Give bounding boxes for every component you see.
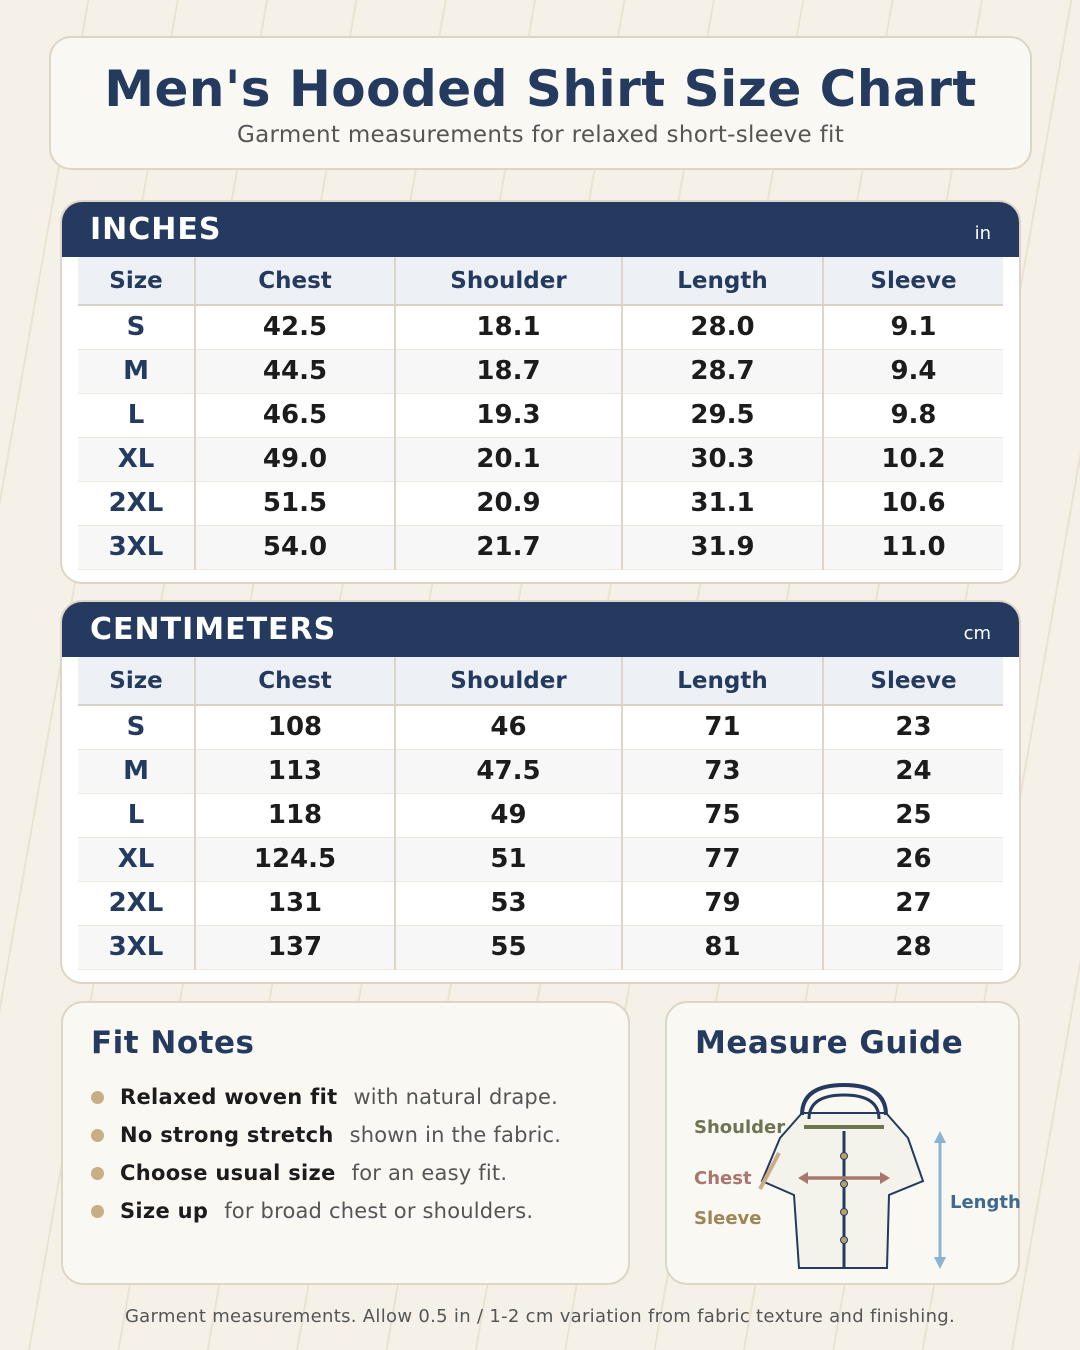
table-row xyxy=(78,525,1003,569)
length-cell: 75 xyxy=(622,793,823,837)
size-cell: XL xyxy=(78,437,195,481)
shoulder-cell: 47.5 xyxy=(395,749,622,793)
shoulder-cell: 21.7 xyxy=(395,525,622,569)
centimeters-unit: cm xyxy=(963,623,991,644)
table-row xyxy=(78,481,1003,525)
column-header-chest: Chest xyxy=(195,657,395,705)
sleeve-cell: 26 xyxy=(823,837,1003,881)
inches-header-band xyxy=(62,202,1019,257)
size-cell: 3XL xyxy=(78,525,195,569)
shoulder-label: Shoulder xyxy=(694,1117,786,1138)
column-header-length: Length xyxy=(622,257,823,305)
chest-cell: 46.5 xyxy=(195,393,395,437)
note-emphasis: Relaxed woven fit xyxy=(120,1085,338,1109)
sleeve-cell: 10.2 xyxy=(823,437,1003,481)
centimeters-header-band xyxy=(62,602,1019,657)
table-row xyxy=(78,393,1003,437)
note-text: for an easy fit. xyxy=(351,1161,508,1185)
shoulder-cell: 55 xyxy=(395,925,622,969)
chest-cell: 42.5 xyxy=(195,305,395,349)
length-cell: 81 xyxy=(622,925,823,969)
shoulder-cell: 51 xyxy=(395,837,622,881)
chest-cell: 108 xyxy=(195,705,395,749)
centimeters-size-table xyxy=(78,657,1003,970)
column-header-length: Length xyxy=(622,657,823,705)
length-label: Length xyxy=(950,1192,1021,1213)
size-cell: 2XL xyxy=(78,481,195,525)
length-cell: 79 xyxy=(622,881,823,925)
column-header-shoulder: Shoulder xyxy=(395,257,622,305)
table-header-row xyxy=(78,657,1003,705)
table-row xyxy=(78,925,1003,969)
note-emphasis: Choose usual size xyxy=(120,1161,336,1185)
bullet-dot-icon xyxy=(91,1205,104,1218)
fit-notes-list xyxy=(91,1078,561,1230)
note-text: for broad chest or shoulders. xyxy=(224,1199,534,1223)
size-cell: S xyxy=(78,305,195,349)
length-cell: 71 xyxy=(622,705,823,749)
centimeters-table-card xyxy=(60,600,1021,984)
sleeve-cell: 27 xyxy=(823,881,1003,925)
column-header-shoulder: Shoulder xyxy=(395,657,622,705)
note-emphasis: Size up xyxy=(120,1199,209,1223)
size-cell: 3XL xyxy=(78,925,195,969)
chest-cell: 51.5 xyxy=(195,481,395,525)
bullet-dot-icon xyxy=(91,1167,104,1180)
fit-notes-card xyxy=(61,1001,630,1285)
sleeve-cell: 23 xyxy=(823,705,1003,749)
bullet-dot-icon xyxy=(91,1091,104,1104)
length-cell: 77 xyxy=(622,837,823,881)
measure-guide-card xyxy=(665,1001,1020,1285)
sleeve-cell: 9.1 xyxy=(823,305,1003,349)
note-text: shown in the fabric. xyxy=(349,1123,562,1147)
table-row xyxy=(78,705,1003,749)
sleeve-cell: 10.6 xyxy=(823,481,1003,525)
chest-label: Chest xyxy=(694,1168,752,1189)
size-cell: S xyxy=(78,705,195,749)
table-row xyxy=(78,749,1003,793)
header-card xyxy=(49,36,1032,170)
shirt-diagram xyxy=(667,1003,1022,1287)
size-cell: XL xyxy=(78,837,195,881)
sleeve-cell: 9.4 xyxy=(823,349,1003,393)
length-arrow-icon xyxy=(934,1131,946,1269)
inches-table-card xyxy=(60,200,1021,584)
bullet-dot-icon xyxy=(91,1129,104,1142)
shoulder-cell: 20.9 xyxy=(395,481,622,525)
hood-outer xyxy=(802,1085,886,1115)
column-header-sleeve: Sleeve xyxy=(823,657,1003,705)
table-header-row xyxy=(78,257,1003,305)
list-item xyxy=(91,1192,561,1230)
size-cell: M xyxy=(78,349,195,393)
inches-title: INCHES xyxy=(90,212,222,247)
list-item xyxy=(91,1154,561,1192)
column-header-sleeve: Sleeve xyxy=(823,257,1003,305)
footer-note: Garment measurements. Allow 0.5 in / 1-2 cm variation from fabric texture and finishing. xyxy=(124,1306,956,1327)
length-cell: 29.5 xyxy=(622,393,823,437)
chest-cell: 49.0 xyxy=(195,437,395,481)
chest-cell: 54.0 xyxy=(195,525,395,569)
button-icon xyxy=(841,1153,848,1160)
shoulder-cell: 49 xyxy=(395,793,622,837)
size-cell: M xyxy=(78,749,195,793)
measure-guide-title: Measure Guide xyxy=(695,1025,964,1061)
shoulder-cell: 46 xyxy=(395,705,622,749)
chest-cell: 113 xyxy=(195,749,395,793)
chest-cell: 137 xyxy=(195,925,395,969)
table-row xyxy=(78,881,1003,925)
shoulder-cell: 20.1 xyxy=(395,437,622,481)
shoulder-cell: 53 xyxy=(395,881,622,925)
length-cell: 73 xyxy=(622,749,823,793)
length-cell: 28.0 xyxy=(622,305,823,349)
shoulder-cell: 18.7 xyxy=(395,349,622,393)
column-header-size: Size xyxy=(78,657,195,705)
chest-cell: 131 xyxy=(195,881,395,925)
length-cell: 31.1 xyxy=(622,481,823,525)
length-cell: 28.7 xyxy=(622,349,823,393)
length-cell: 30.3 xyxy=(622,437,823,481)
chest-cell: 118 xyxy=(195,793,395,837)
button-icon xyxy=(841,1209,848,1216)
sleeve-cell: 9.8 xyxy=(823,393,1003,437)
list-item xyxy=(91,1116,561,1154)
button-icon xyxy=(841,1237,848,1244)
table-row xyxy=(78,837,1003,881)
table-row xyxy=(78,305,1003,349)
chest-cell: 124.5 xyxy=(195,837,395,881)
sleeve-cell: 25 xyxy=(823,793,1003,837)
note-emphasis: No strong stretch xyxy=(120,1123,334,1147)
table-row xyxy=(78,349,1003,393)
sleeve-cell: 11.0 xyxy=(823,525,1003,569)
chest-cell: 44.5 xyxy=(195,349,395,393)
page-subtitle: Garment measurements for relaxed short-sleeve fit xyxy=(236,122,845,148)
size-cell: L xyxy=(78,793,195,837)
list-item xyxy=(91,1078,561,1116)
column-header-chest: Chest xyxy=(195,257,395,305)
shoulder-cell: 19.3 xyxy=(395,393,622,437)
table-row xyxy=(78,437,1003,481)
size-cell: L xyxy=(78,393,195,437)
inches-size-table xyxy=(78,257,1003,570)
button-icon xyxy=(841,1181,848,1188)
column-header-size: Size xyxy=(78,257,195,305)
fit-notes-title: Fit Notes xyxy=(91,1025,255,1061)
sleeve-cell: 24 xyxy=(823,749,1003,793)
length-cell: 31.9 xyxy=(622,525,823,569)
sleeve-label: Sleeve xyxy=(694,1208,762,1229)
page-title: Men's Hooded Shirt Size Chart xyxy=(104,60,977,118)
inches-unit: in xyxy=(974,223,991,244)
sleeve-cell: 28 xyxy=(823,925,1003,969)
table-row xyxy=(78,793,1003,837)
size-cell: 2XL xyxy=(78,881,195,925)
note-text: with natural drape. xyxy=(353,1085,558,1109)
centimeters-title: CENTIMETERS xyxy=(90,612,337,647)
shoulder-cell: 18.1 xyxy=(395,305,622,349)
